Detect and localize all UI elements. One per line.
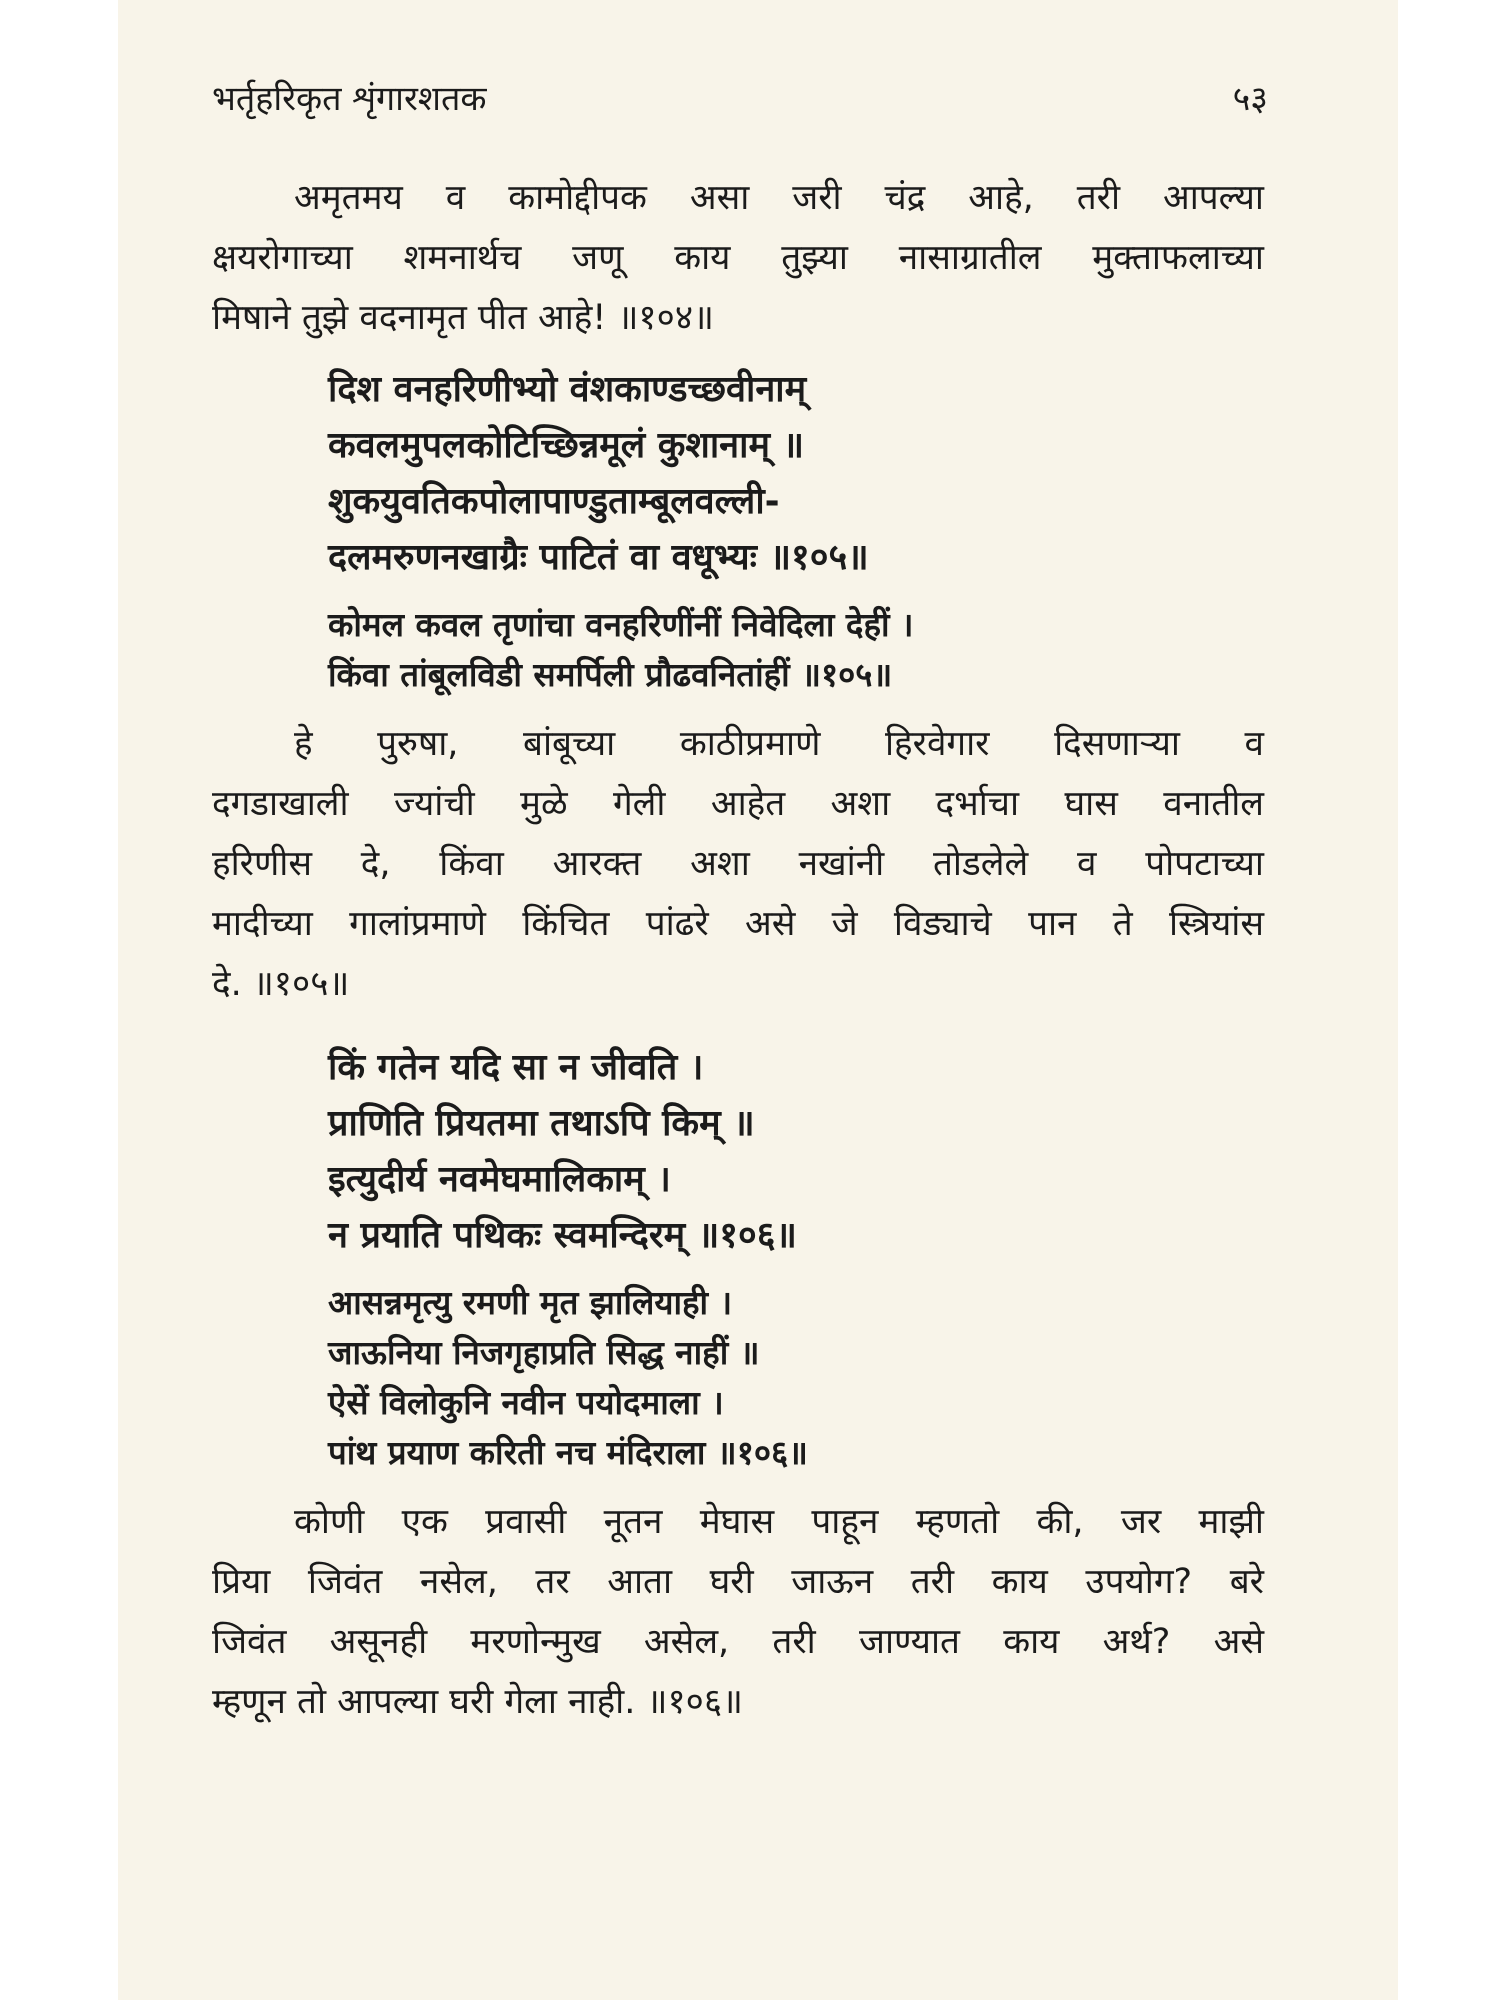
commentary-paragraph xyxy=(212,1492,1264,1732)
text-line: दे. ॥१०५॥ xyxy=(212,964,350,1004)
commentary-paragraph xyxy=(212,168,1264,348)
sanskrit-verse xyxy=(212,1040,1264,1264)
text-line: कोणी एक प्रवासी नूतन मेघास पाहून म्हणतो की, जर माझी xyxy=(294,1502,1264,1542)
text-line: मादीच्या गालांप्रमाणे किंचित पांढरे असे जे विड्याचे पान ते स्त्रियांस xyxy=(212,904,1264,944)
verse-line: न प्रयाति पथिकः स्वमन्दिरम् ॥१०६॥ xyxy=(328,1215,797,1256)
text-line: क्षयरोगाच्या शमनार्थच जणू काय तुझ्या नासाग्रातील मुक्ताफलाच्या xyxy=(212,238,1264,278)
verse-line: जाऊनिया निजगृहाप्रति सिद्ध नाहीं ॥ xyxy=(328,1333,760,1372)
text-line: दगडाखाली ज्यांची मुळे गेली आहेत अशा दर्भाचा घास वनातील xyxy=(212,784,1264,824)
page-header xyxy=(212,74,1268,124)
marathi-verse xyxy=(212,1278,1264,1478)
verse-line: किं गतेन यदि सा न जीवति । xyxy=(328,1047,704,1088)
text-line: प्रिया जिवंत नसेल, तर आता घरी जाऊन तरी काय उपयोग? बरे xyxy=(212,1562,1264,1602)
commentary-paragraph xyxy=(212,714,1264,1014)
text-line: म्हणून तो आपल्या घरी गेला नाही. ॥१०६॥ xyxy=(212,1682,744,1722)
verse-line: आसन्नमृत्यु रमणी मृत झालियाही । xyxy=(328,1283,733,1322)
sanskrit-verse xyxy=(212,362,1264,586)
verse-line: प्राणिति प्रियतमा तथाऽपि किम् ॥ xyxy=(328,1103,755,1144)
text-line: जिवंत असूनही मरणोन्मुख असेल, तरी जाण्यात काय अर्थ? असे xyxy=(212,1622,1264,1662)
marathi-verse xyxy=(212,600,1264,700)
text-line: हरिणीस दे, किंवा आरक्त अशा नखांनी तोडलेले व पोपटाच्या xyxy=(212,844,1264,884)
verse-line: दलमरुणनखाग्रैः पाटितं वा वधूभ्यः ॥१०५॥ xyxy=(328,537,869,578)
text-line: हे पुरुषा, बांबूच्या काठीप्रमाणे हिरवेगार दिसणाऱ्या व xyxy=(294,724,1264,764)
verse-line: कवलमुपलकोटिच्छिन्नमूलं कुशानाम् ॥ xyxy=(328,425,805,466)
running-title: भर्तृहरिकृत शृंगारशतक xyxy=(212,79,487,119)
verse-line: शुकयुवतिकपोलापाण्डुताम्बूलवल्ली- xyxy=(328,481,780,522)
text-line: मिषाने तुझे वदनामृत पीत आहे! ॥१०४॥ xyxy=(212,298,714,338)
page-body xyxy=(212,168,1264,1732)
verse-line: इत्युदीर्य नवमेघमालिकाम् । xyxy=(328,1159,671,1200)
verse-line: पांथ प्रयाण करिती नच मंदिराला ॥१०६॥ xyxy=(328,1433,808,1472)
verse-line: ऐसें विलोकुनि नवीन पयोदमाला । xyxy=(328,1383,724,1422)
verse-line: कोमल कवल तृणांचा वनहरिणींनीं निवेदिला देहीं । xyxy=(328,605,914,644)
text-line: अमृतमय व कामोद्दीपक असा जरी चंद्र आहे, तरी आपल्या xyxy=(294,178,1264,218)
page-number: ५३ xyxy=(1232,79,1268,119)
verse-line: दिश वनहरिणीभ्यो वंशकाण्डच्छवीनाम् xyxy=(328,369,807,410)
verse-line: किंवा तांबूलविडी समर्पिली प्रौढवनितांहीं ॥१०५॥ xyxy=(328,655,893,694)
